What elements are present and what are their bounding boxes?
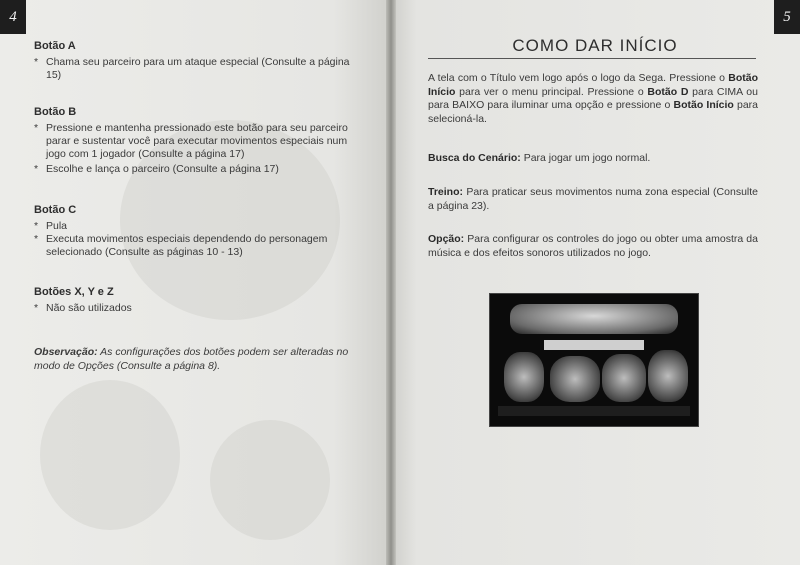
option-label: Opção: (428, 233, 465, 245)
bullet: * (34, 302, 39, 314)
character-artwork (648, 350, 688, 402)
section-heading: Botão A (34, 40, 76, 52)
option-options (428, 233, 758, 260)
list-item: * Pula (34, 220, 68, 232)
option-label: Busca do Cenário: (428, 152, 521, 164)
option-training (428, 186, 758, 213)
note (34, 345, 369, 373)
character-artwork (602, 354, 646, 402)
section-button-c (34, 204, 364, 259)
bullet: * (34, 233, 39, 245)
bullet: * (34, 56, 39, 68)
option-text: Para jogar um jogo normal. (520, 152, 651, 164)
option-scenario-search (428, 152, 758, 166)
title-divider (428, 58, 756, 59)
section-heading: Botões X, Y e Z (34, 286, 114, 298)
list-item: * Executa movimentos especiais dependendo do personagem selecionado (Consulte as páginas 10 - 13) (34, 233, 328, 258)
character-artwork (550, 356, 600, 402)
bullet: * (34, 220, 39, 232)
page-number-left: 4 (0, 0, 26, 34)
section-button-b (34, 106, 364, 176)
intro-paragraph: A tela com o Título vem logo após o logo da Sega. Pressione o Botão Início para ver o menu principal. Pressione o Botão D para CIMA ou para BAIXO para iluminar uma opção e pressione o Botão Início para selecioná-la. (428, 72, 758, 125)
title-screen-screenshot (489, 293, 699, 427)
list-item: * Chama seu parceiro para um ataque especial (Consulte a página 15) (34, 56, 350, 81)
book-gutter (386, 0, 396, 565)
screenshot-copyright-bar (498, 406, 690, 416)
option-text: Para configurar os controles do jogo ou obter uma amostra da música e dos efeitos sonoros utilizados no jogo. (428, 233, 758, 259)
left-page (0, 0, 392, 565)
screenshot-banner (544, 340, 644, 350)
page-title: COMO DAR INÍCIO (512, 36, 678, 55)
section-heading: Botão C (34, 204, 77, 216)
section-button-a (34, 40, 364, 82)
character-artwork (504, 352, 544, 402)
option-text: Para praticar seus movimentos numa zona especial (Consulte a página 23). (428, 186, 758, 212)
page-number-right: 5 (774, 0, 800, 34)
bullet: * (34, 122, 39, 134)
section-buttons-xyz (34, 286, 364, 315)
note-text: As configurações dos botões podem ser alteradas no modo de Opções (Consulte a página 8). (34, 345, 349, 372)
list-item: * Não são utilizados (34, 302, 132, 314)
background-artwork (40, 380, 180, 530)
list-item: * Escolhe e lança o parceiro (Consulte a página 17) (34, 163, 279, 175)
option-label: Treino: (428, 186, 464, 198)
section-heading: Botão B (34, 106, 77, 118)
list-item: * Pressione e mantenha pressionado este botão para seu parceiro parar e sustentar você para executar movimentos especiais num jogo com 1 jogador (Consulte a página 17) (34, 122, 348, 160)
note-label: Observação: (34, 345, 98, 358)
game-logo-image (510, 304, 678, 334)
bullet: * (34, 163, 39, 175)
background-artwork (210, 420, 330, 540)
